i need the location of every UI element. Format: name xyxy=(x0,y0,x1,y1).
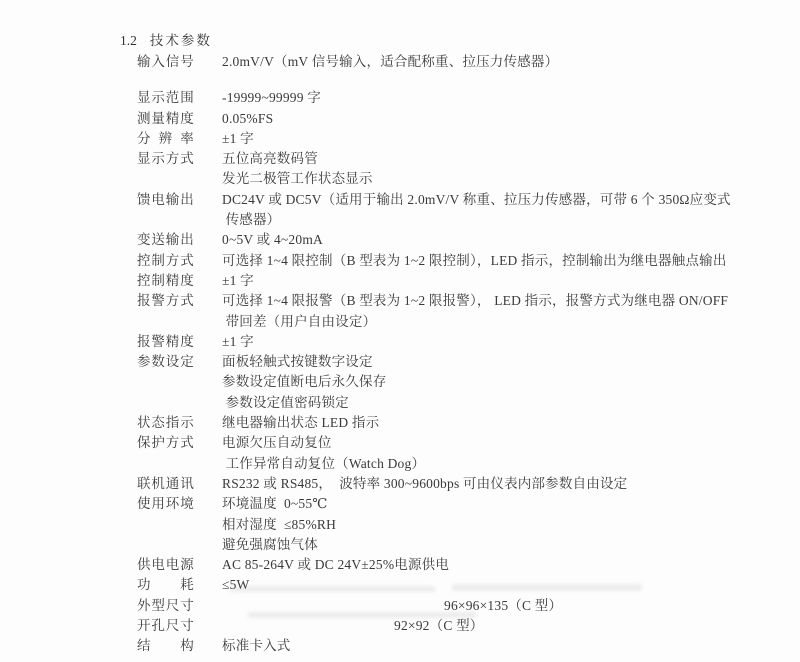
spec-values xyxy=(222,291,777,332)
spec-row xyxy=(137,474,777,494)
spec-row xyxy=(137,555,777,575)
spec-label: 显示范围 xyxy=(137,90,194,106)
spec-values xyxy=(222,616,777,636)
spec-label: 结构 xyxy=(137,638,194,654)
spec-values xyxy=(222,636,777,656)
spec-line: 0.05%FS xyxy=(222,110,274,126)
spec-label: 显示方式 xyxy=(137,151,194,167)
spec-label: 报警方式 xyxy=(137,293,194,309)
spec-row xyxy=(137,230,777,250)
spec-values xyxy=(222,474,777,494)
spec-label: 保护方式 xyxy=(137,435,194,451)
spec-values xyxy=(222,230,777,250)
spec-line: 工作异常自动复位（Watch Dog） xyxy=(222,455,426,471)
section-heading xyxy=(120,31,212,51)
spec-line: 92×92（C 型） xyxy=(394,618,484,634)
spec-label: 使用环境 xyxy=(137,496,194,512)
spec-row xyxy=(137,352,777,413)
spec-line: 96×96×135（C 型） xyxy=(444,597,563,613)
spec-values xyxy=(222,413,777,433)
spec-row xyxy=(137,636,777,656)
spec-line: 参数设定值断电后永久保存 xyxy=(222,374,387,390)
spec-line: 相对湿度 ≤85%RH xyxy=(222,516,337,532)
spec-label: 开孔尺寸 xyxy=(137,618,194,634)
spec-line: ±1 字 xyxy=(222,272,254,288)
spec-label: 供电电源 xyxy=(137,557,194,573)
spec-label: 测量精度 xyxy=(137,110,194,126)
spec-label: 功耗 xyxy=(137,577,194,593)
spec-label: 控制精度 xyxy=(137,272,194,288)
spec-values xyxy=(222,52,777,72)
spec-line: 可选择 1~4 限报警（B 型表为 1~2 限报警）， LED 指示，报警方式为继电器 ON/OFF xyxy=(222,293,729,309)
spec-label: 外型尺寸 xyxy=(137,597,194,613)
spec-line: 面板轻触式按键数字设定 xyxy=(222,354,373,370)
spec-row xyxy=(137,109,777,129)
spec-values xyxy=(222,555,777,575)
spec-row xyxy=(137,494,777,555)
scan-artifact xyxy=(230,586,435,592)
spec-values xyxy=(222,251,777,271)
spec-row xyxy=(137,271,777,291)
spec-label: 控制方式 xyxy=(137,252,194,268)
spec-line: RS232 或 RS485， 波特率 300~9600bps 可由仪表内部参数自由设定 xyxy=(222,475,628,491)
spec-label: 状态指示 xyxy=(137,415,194,431)
section-title: 技术参数 xyxy=(149,33,212,48)
spec-row xyxy=(137,251,777,271)
spec-line: 参数设定值密码锁定 xyxy=(222,394,349,410)
spec-row xyxy=(137,291,777,332)
spec-label: 输入信号 xyxy=(137,54,194,69)
spec-values xyxy=(222,88,777,108)
spec-row xyxy=(137,616,777,636)
spec-values xyxy=(222,190,777,231)
spec-line: 0~5V 或 4~20mA xyxy=(222,232,323,248)
spec-label: 分辨率 xyxy=(137,130,194,146)
spec-label: 馈电输出 xyxy=(137,191,194,207)
spec-line: ±1 字 xyxy=(222,130,254,146)
spec-line: 避免强腐蚀气体 xyxy=(222,536,318,552)
spec-row xyxy=(137,88,777,108)
spec-label: 联机通讯 xyxy=(137,475,194,491)
spec-line: 2.0mV/V（mV 信号输入，适合配称重、拉压力传感器） xyxy=(222,54,559,69)
spec-values xyxy=(222,352,777,413)
spec-values xyxy=(222,494,777,555)
spec-line: ≤5W xyxy=(222,577,250,593)
spec-row xyxy=(137,52,777,72)
spec-label: 报警精度 xyxy=(137,333,194,349)
spec-row xyxy=(137,413,777,433)
spec-table xyxy=(137,52,777,657)
spec-values xyxy=(222,129,777,149)
spec-line: 可选择 1~4 限控制（B 型表为 1~2 限控制），LED 指示，控制输出为继电器触点输出 xyxy=(222,252,727,268)
spec-line: 传感器） xyxy=(222,212,281,228)
spec-line: ±1 字 xyxy=(222,333,254,349)
spec-line: 五位高亮数码管 xyxy=(222,151,318,167)
spec-label: 变送输出 xyxy=(137,232,194,248)
spec-line: 带回差（用户自由设定） xyxy=(222,313,377,329)
spec-line: 标准卡入式 xyxy=(222,638,291,654)
spec-row xyxy=(137,332,777,352)
spec-line: AC 85-264V 或 DC 24V±25%电源供电 xyxy=(222,557,450,573)
spec-line: 发光二极管工作状态显示 xyxy=(222,171,373,187)
spec-line: 继电器输出状态 LED 指示 xyxy=(222,415,380,431)
section-number: 1.2 xyxy=(120,33,137,48)
spec-row xyxy=(137,190,777,231)
spec-values xyxy=(222,109,777,129)
spec-row xyxy=(137,433,777,474)
spec-line: 环境温度 0~55℃ xyxy=(222,496,328,512)
spec-row xyxy=(137,149,777,190)
spec-values xyxy=(222,271,777,291)
spec-values xyxy=(222,332,777,352)
spec-row xyxy=(137,129,777,149)
spec-label: 参数设定 xyxy=(137,354,194,370)
spec-line: DC24V 或 DC5V（适用于输出 2.0mV/V 称重、拉压力传感器，可带 6 个 350Ω应变式 xyxy=(222,191,731,207)
spec-values xyxy=(222,433,777,474)
scan-artifact xyxy=(452,584,642,591)
spec-values xyxy=(222,149,777,190)
spec-line: 电源欠压自动复位 xyxy=(222,435,332,451)
scan-artifact xyxy=(248,612,476,618)
spec-line: -19999~99999 字 xyxy=(222,90,321,106)
